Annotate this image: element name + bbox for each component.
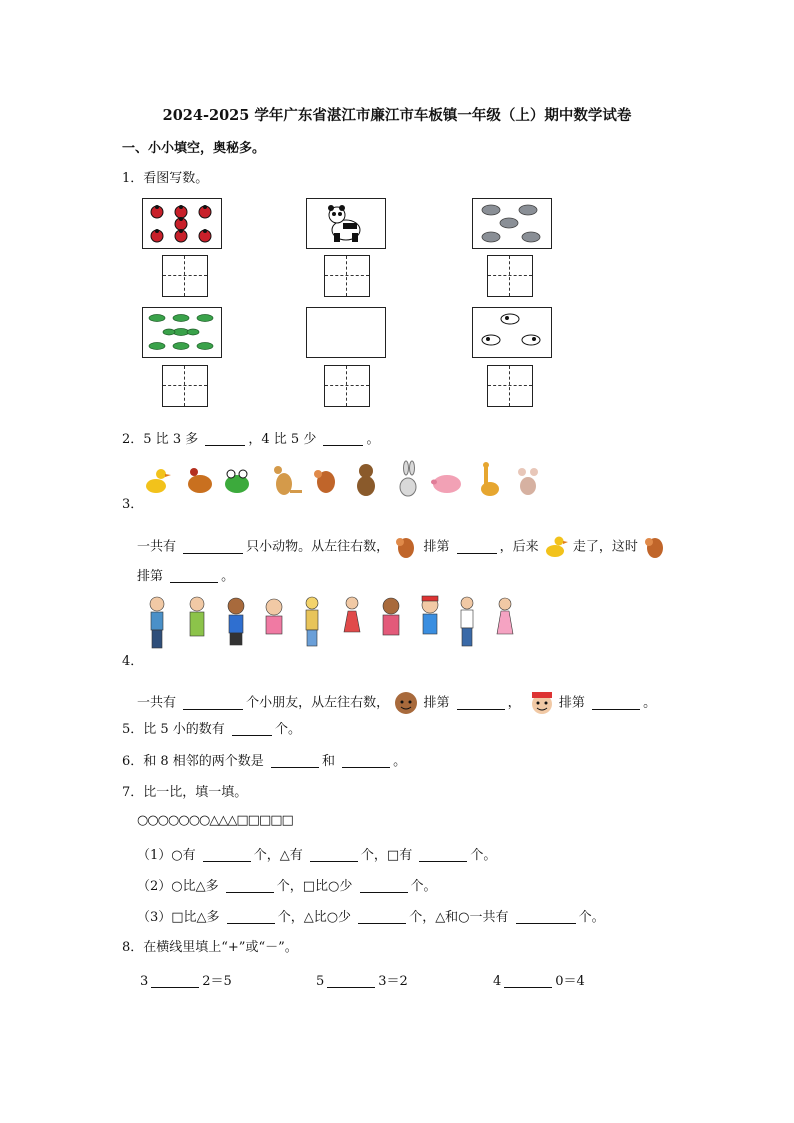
answer-blank[interactable] — [226, 878, 274, 893]
question-5-text-a: 5．比 5 小的数有 — [122, 722, 225, 737]
question-7-3-c: 个，△和○一共有 — [409, 910, 509, 925]
question-7-2-b: 个，□比○少 — [276, 879, 353, 894]
bear-icon — [357, 464, 375, 496]
answer-blank[interactable] — [183, 695, 243, 710]
question-3-text-a: 一共有 — [137, 539, 177, 555]
question-7-1-a: （1）○有 — [137, 848, 196, 863]
question-7-line1 — [137, 844, 496, 863]
answer-blank[interactable] — [227, 909, 275, 924]
equation-3 — [493, 970, 585, 989]
question-4-text-d: ， — [507, 695, 521, 711]
squirrel-icon — [642, 534, 668, 560]
answer-blank[interactable] — [310, 847, 358, 862]
question-2-part2: ，4 比 5 少 — [248, 432, 317, 447]
question-7-line3 — [137, 906, 605, 925]
answer-blank[interactable] — [457, 695, 505, 710]
question-4-text-a: 一共有 — [137, 695, 177, 711]
answer-blank[interactable] — [516, 909, 576, 924]
question-4-text-c: 排第 — [423, 695, 450, 711]
answer-blank[interactable] — [419, 847, 467, 862]
answer-grid[interactable] — [162, 365, 208, 407]
question-3-line1 — [137, 534, 668, 560]
kangaroo-icon — [274, 466, 302, 495]
equation-1 — [140, 970, 232, 989]
equation-right: 3＝2 — [378, 974, 408, 989]
answer-blank[interactable] — [170, 568, 218, 583]
question-7-1-b: 个，△有 — [253, 848, 303, 863]
question-6 — [122, 750, 406, 769]
picture-box-hippos — [472, 198, 552, 249]
animal-row — [142, 460, 562, 500]
picture-box-ladybugs — [142, 198, 222, 249]
answer-blank[interactable] — [323, 431, 363, 446]
equation-left: 5 — [316, 974, 325, 989]
panda-icon — [307, 199, 385, 248]
question-4-number: 4． — [122, 654, 144, 669]
question-4-end: 。 — [643, 695, 657, 711]
question-7-line2 — [137, 875, 437, 894]
squirrel-icon — [314, 470, 335, 493]
question-2-end: 。 — [366, 432, 380, 447]
answer-blank[interactable] — [360, 878, 408, 893]
children-icon — [142, 594, 532, 652]
answer-blank[interactable] — [205, 431, 245, 446]
cap-boy-face-icon — [529, 690, 555, 716]
equation-2 — [316, 970, 408, 989]
question-3-text-f: 排第 — [137, 569, 164, 584]
answer-blank[interactable] — [358, 909, 406, 924]
answer-blank[interactable] — [203, 847, 251, 862]
answer-blank[interactable] — [151, 973, 199, 988]
question-7-2-a: （2）○比△多 — [137, 879, 219, 894]
cow-icon — [473, 308, 551, 357]
rooster-icon — [188, 468, 212, 493]
duck-icon — [146, 469, 171, 493]
duck-icon — [543, 534, 569, 560]
caterpillar-icon — [143, 308, 221, 357]
question-3-text-b: 只小动物。从左往右数， — [246, 539, 390, 555]
answer-blank[interactable] — [457, 539, 497, 554]
question-3-text-d: ，后来 — [499, 539, 539, 555]
answer-blank[interactable] — [271, 753, 319, 768]
answer-grid[interactable] — [162, 255, 208, 297]
question-5 — [122, 718, 301, 737]
question-7-1-d: 个。 — [470, 848, 497, 863]
answer-grid[interactable] — [324, 365, 370, 407]
ladybug-icon — [143, 199, 221, 248]
picture-box-empty — [306, 307, 386, 358]
answer-blank[interactable] — [592, 695, 640, 710]
question-2-number: 2． — [122, 432, 144, 447]
question-7-1-c: 个，□有 — [360, 848, 413, 863]
question-6-end: 。 — [393, 754, 407, 769]
question-4-line — [137, 690, 656, 716]
question-7-3-b: 个，△比○少 — [277, 910, 352, 925]
question-2-part1: 5 比 3 多 — [143, 432, 199, 447]
shape-sequence: ○○○○○○○△△△□□□□□ — [137, 813, 293, 828]
page-title: 2024-2025 学年广东省湛江市廉江市车板镇一年级（上）期中数学试卷 — [162, 107, 632, 124]
answer-grid[interactable] — [487, 255, 533, 297]
question-6-text-b: 和 — [321, 754, 335, 769]
giraffe-icon — [481, 462, 499, 496]
question-7-3-d: 个。 — [578, 910, 605, 925]
equation-right: 2＝5 — [202, 974, 232, 989]
rabbit-icon — [400, 461, 416, 496]
question-3-line2 — [137, 565, 234, 584]
question-7-3-a: （3）□比△多 — [137, 910, 220, 925]
question-8-label: 8．在横线里填上“+”或“－”。 — [122, 940, 298, 955]
answer-blank[interactable] — [504, 973, 552, 988]
question-3-text-e: 走了，这时 — [572, 539, 638, 555]
question-3-text-c: 排第 — [423, 539, 450, 555]
section-heading: 一、小小填空，奥秘多。 — [122, 141, 266, 156]
question-7-label: 7．比一比，填一填。 — [122, 785, 248, 800]
question-1-label: 1．看图写数。 — [122, 171, 209, 186]
question-4-text-b: 个小朋友，从左往右数， — [246, 695, 390, 711]
picture-box-panda — [306, 198, 386, 249]
picture-box-cows — [472, 307, 552, 358]
question-4-text-e: 排第 — [558, 695, 585, 711]
answer-blank[interactable] — [232, 721, 272, 736]
equation-left: 4 — [493, 974, 502, 989]
mouse-icon — [518, 468, 538, 495]
picture-box-caterpillars — [142, 307, 222, 358]
boy-face-icon — [393, 690, 419, 716]
answer-blank[interactable] — [183, 539, 243, 554]
hippo-icon — [473, 199, 551, 248]
children-row — [142, 594, 532, 652]
answer-blank[interactable] — [327, 973, 375, 988]
question-5-text-b: 个。 — [274, 722, 301, 737]
question-2 — [122, 428, 379, 447]
equation-left: 3 — [140, 974, 149, 989]
question-7-2-c: 个。 — [410, 879, 437, 894]
frog-icon — [225, 470, 249, 493]
squirrel-icon — [393, 534, 419, 560]
answer-grid[interactable] — [324, 255, 370, 297]
question-3-number: 3． — [122, 497, 144, 512]
answer-grid[interactable] — [487, 365, 533, 407]
equation-right: 0＝4 — [555, 974, 585, 989]
question-6-text-a: 6．和 8 相邻的两个数是 — [122, 754, 264, 769]
answer-blank[interactable] — [342, 753, 390, 768]
pig-icon — [431, 475, 461, 493]
question-3-end: 。 — [221, 569, 235, 584]
